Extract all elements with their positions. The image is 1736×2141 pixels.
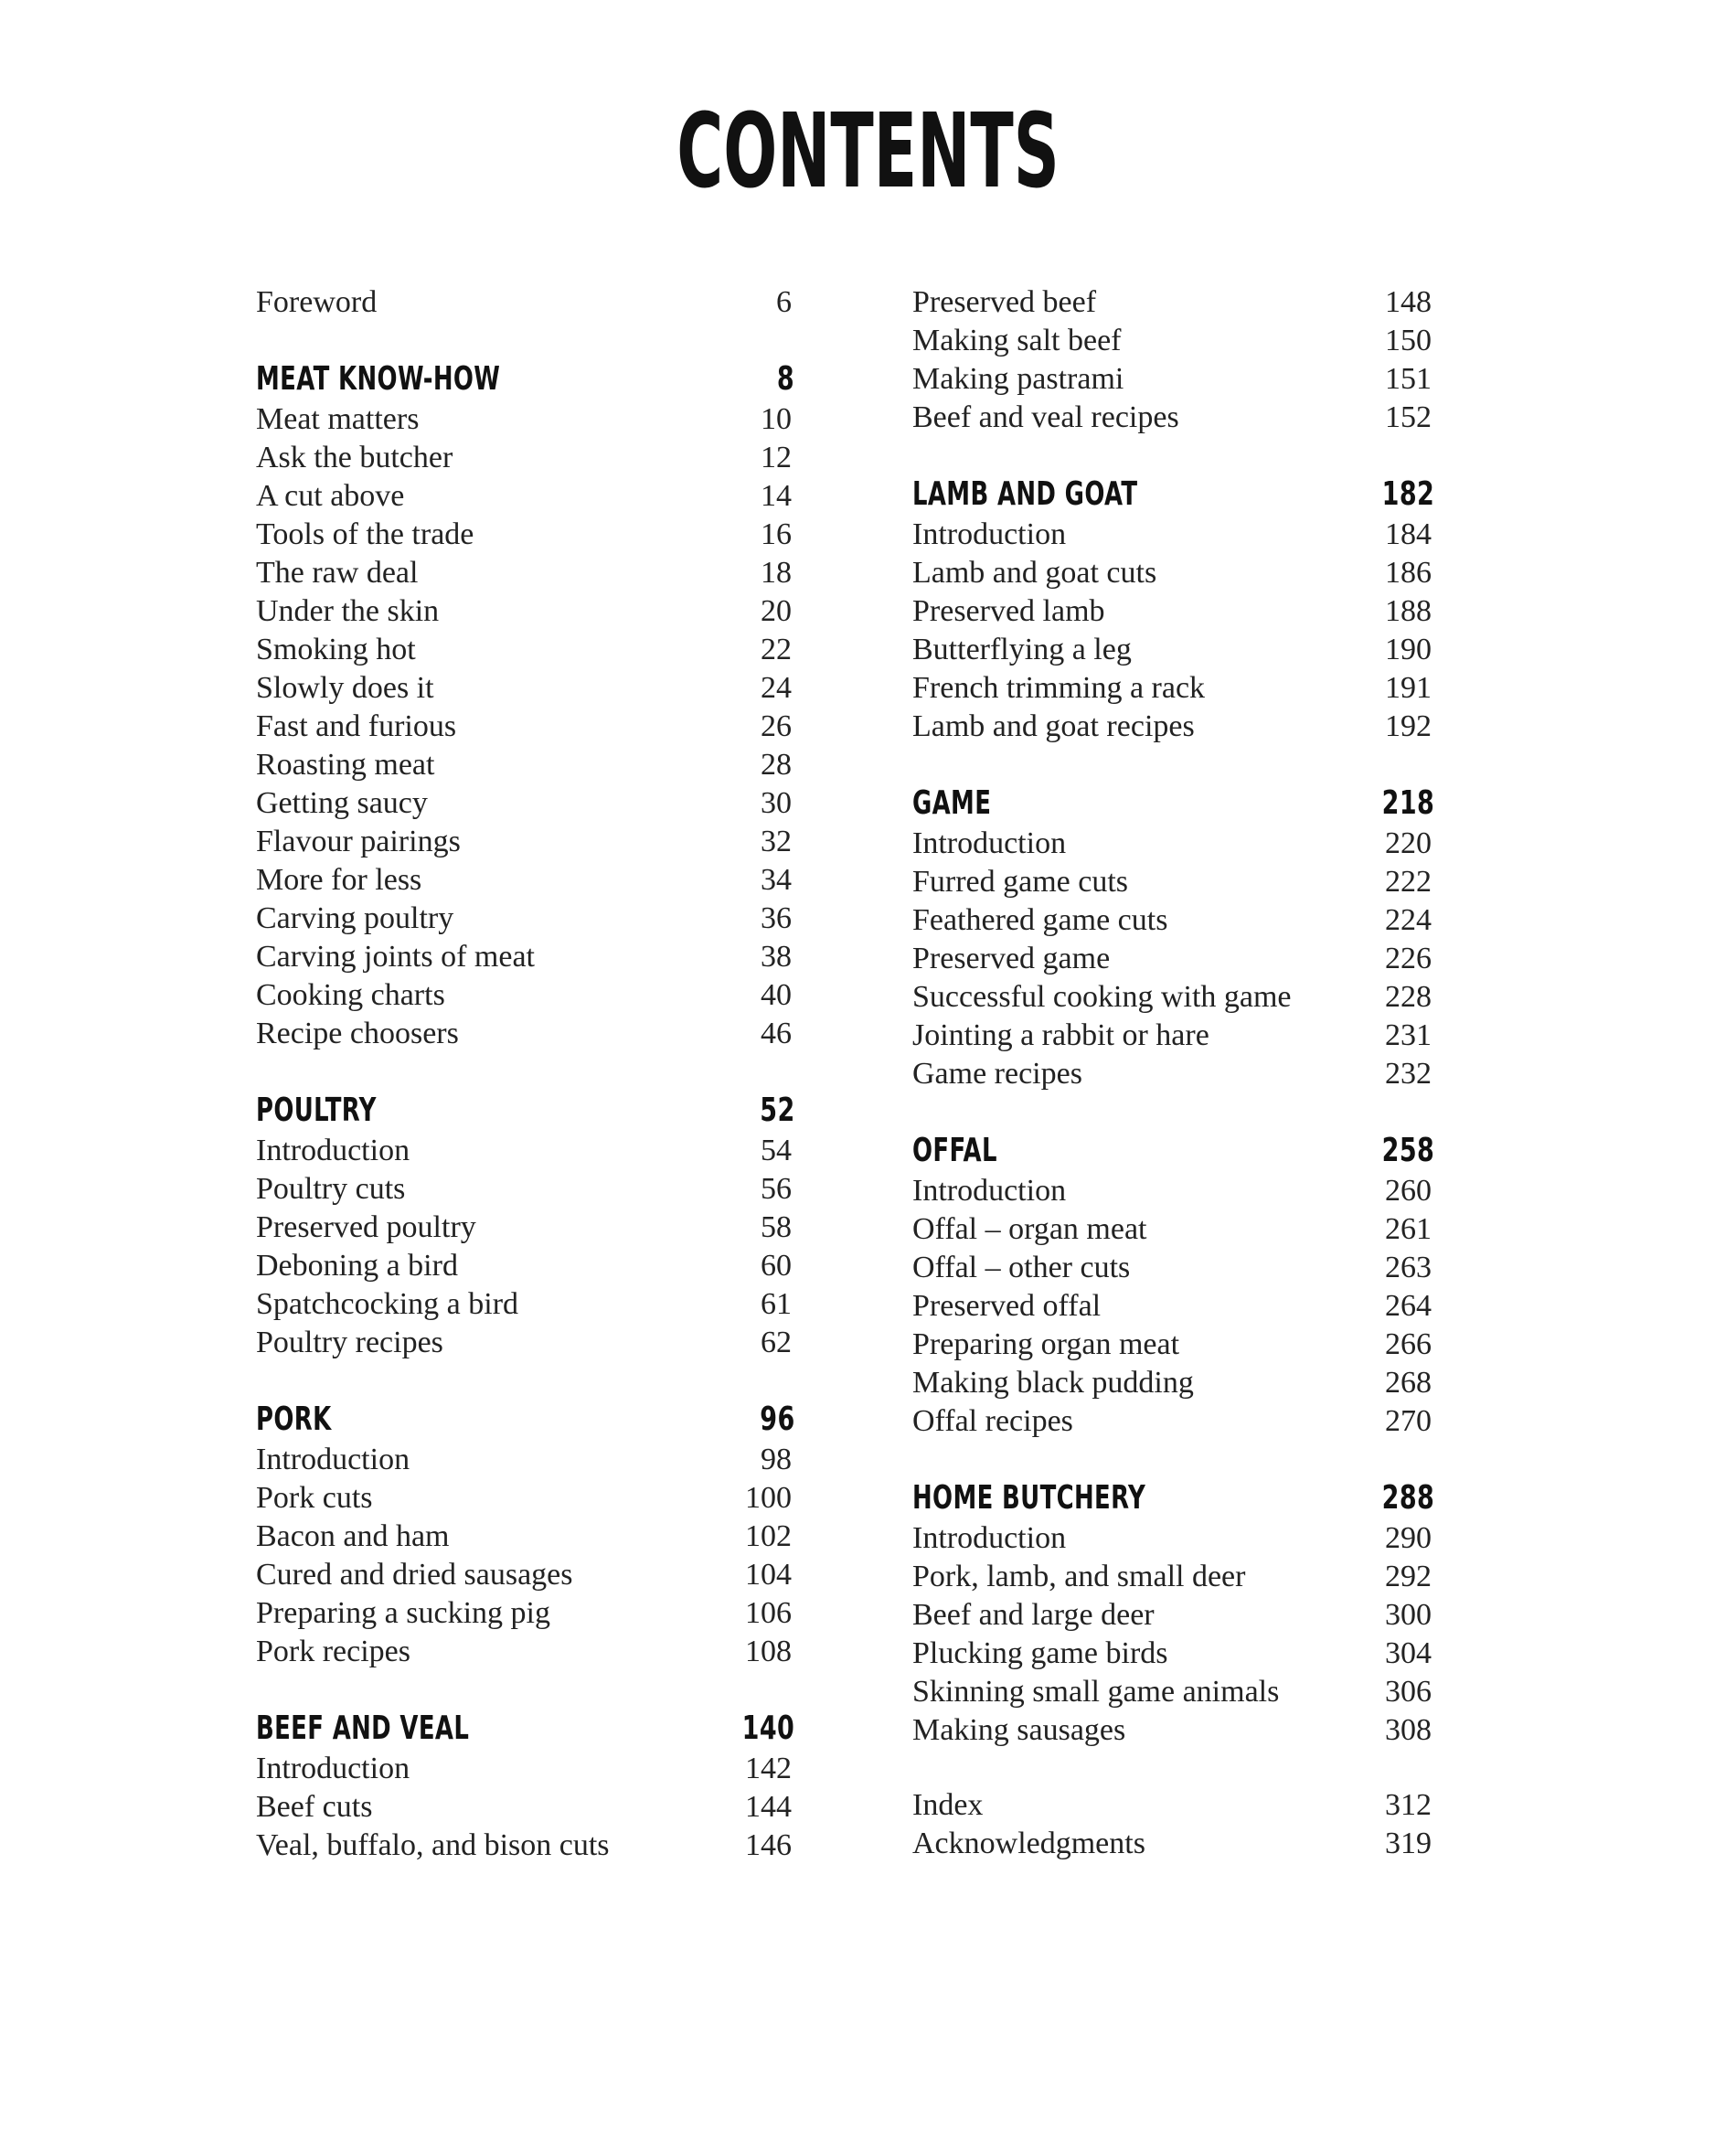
toc-entry-page: 36 [761,901,792,935]
toc-entry [912,1326,1444,1364]
section-heading-page: 52 [760,1092,795,1129]
toc-entry [256,746,804,784]
toc-entry-page: 34 [761,863,792,897]
toc-entry [256,669,804,708]
toc-entry-page: 184 [1385,517,1432,551]
toc-entry-page: 100 [745,1481,792,1515]
toc-section [912,783,1444,1093]
toc-entry-label: Getting saucy [256,786,428,820]
toc-entry-page: 142 [745,1752,792,1785]
toc-entry-label: Preparing a sucking pig [256,1596,550,1630]
toc-entry [912,1825,1444,1863]
toc-entry-page: 30 [761,786,792,820]
toc-entry-page: 152 [1385,400,1432,434]
section-heading-label: GAME [912,784,992,822]
toc-entry-label: Offal – organ meat [912,1212,1147,1246]
page-title: CONTENTS [676,92,1060,211]
toc-entry-page: 12 [761,441,792,474]
toc-entry-page: 231 [1385,1018,1432,1052]
toc-entry [256,708,804,746]
toc-entry-page: 54 [761,1134,792,1167]
section-heading [912,783,1444,825]
toc-entry-page: 290 [1385,1521,1432,1555]
toc-entry [256,938,804,976]
toc-entry-page: 104 [745,1558,792,1592]
toc-entry [912,399,1444,437]
toc-section [912,1130,1444,1441]
toc-entry-page: 220 [1385,826,1432,860]
toc-entry-page: 304 [1385,1636,1432,1670]
section-heading-page: 140 [742,1710,795,1747]
toc-entry [912,1519,1444,1558]
toc-entry [256,1518,804,1556]
section-heading [256,1708,804,1750]
toc-entry-label: Lamb and goat cuts [912,556,1157,590]
toc-entry-label: Game recipes [912,1057,1082,1091]
toc-entry-label: Skinning small game animals [912,1675,1280,1709]
toc-entry-page: 224 [1385,903,1432,937]
toc-entry-label: Making salt beef [912,324,1122,357]
toc-entry-page: 312 [1385,1788,1432,1822]
toc-entry-page: 24 [761,671,792,705]
toc-entry-page: 40 [761,978,792,1012]
toc-entry-label: Preserved game [912,942,1111,975]
toc-entry-page: 28 [761,748,792,782]
toc-entry [912,1287,1444,1326]
toc-entry-label: Successful cooking with game [912,980,1292,1014]
toc-entry-page: 188 [1385,594,1432,628]
toc-entry-label: Pork cuts [256,1481,373,1515]
toc-right-column [912,283,1444,1900]
toc-entry-label: Introduction [256,1134,410,1167]
toc-entry-label: Meat matters [256,402,420,436]
toc-entry-label: Bacon and ham [256,1519,450,1553]
toc-entry-label: Tools of the trade [256,517,474,551]
toc-entry-page: 226 [1385,942,1432,975]
toc-entry [912,1249,1444,1287]
toc-entry [256,283,804,322]
toc-entry-page: 186 [1385,556,1432,590]
toc-entry [256,1479,804,1518]
toc-entry-label: Foreword [256,285,378,319]
toc-entry-page: 61 [761,1287,792,1321]
toc-entry-page: 270 [1385,1404,1432,1438]
toc-entry-label: Plucking game birds [912,1636,1168,1670]
section-heading [912,1130,1444,1172]
toc-entry-label: Spatchcocking a bird [256,1287,519,1321]
toc-entry-label: Making sausages [912,1713,1126,1747]
section-heading [912,1477,1444,1519]
toc-section [256,1708,804,1865]
toc-entry-page: 266 [1385,1327,1432,1361]
toc-entry-page: 264 [1385,1289,1432,1323]
toc-entry [912,1055,1444,1093]
toc-entry [256,1285,804,1324]
toc-entry-page: 106 [745,1596,792,1630]
toc-entry-label: Ask the butcher [256,441,453,474]
toc-entry-page: 232 [1385,1057,1432,1091]
toc-entry-page: 18 [761,556,792,590]
section-heading-page: 288 [1382,1479,1435,1517]
toc-entry [912,978,1444,1017]
toc-entry [912,1210,1444,1249]
toc-entry [256,823,804,861]
toc-entry-label: Preparing organ meat [912,1327,1180,1361]
toc-entry-label: Carving poultry [256,901,454,935]
toc-entry-label: Introduction [912,1174,1067,1208]
toc-entry-label: Jointing a rabbit or hare [912,1018,1209,1052]
toc-entry [256,976,804,1015]
toc-entry-page: 148 [1385,285,1432,319]
toc-section [256,283,804,322]
toc-entry-page: 146 [745,1828,792,1862]
toc-entry [256,1209,804,1247]
toc-entry-page: 102 [745,1519,792,1553]
section-heading [256,1399,804,1441]
toc-entry-label: Lamb and goat recipes [912,709,1195,743]
toc-entry-label: Preserved offal [912,1289,1102,1323]
toc-entry [912,1402,1444,1441]
section-heading-label: BEEF AND VEAL [256,1710,470,1747]
toc-entry-page: 38 [761,940,792,974]
toc-entry-label: Beef and veal recipes [912,400,1179,434]
section-heading-page: 8 [777,360,795,398]
toc-entry [912,631,1444,669]
toc-entry-label: A cut above [256,479,405,513]
toc-entry-label: Veal, buffalo, and bison cuts [256,1828,610,1862]
toc-entry-page: 300 [1385,1598,1432,1632]
toc-entry-label: The raw deal [256,556,419,590]
toc-entry-label: More for less [256,863,422,897]
toc-entry-page: 150 [1385,324,1432,357]
toc-entry-label: Introduction [912,826,1067,860]
toc-entry [256,592,804,631]
toc-entry [256,1788,804,1827]
section-heading [256,1090,804,1132]
section-heading-page: 218 [1382,784,1435,822]
toc-entry [256,1247,804,1285]
toc-entry [912,708,1444,746]
toc-entry-page: 20 [761,594,792,628]
toc-entry-label: Beef cuts [256,1790,373,1824]
toc-entry-page: 306 [1385,1675,1432,1709]
toc-section [256,358,804,1053]
toc-entry-label: Fast and furious [256,709,457,743]
toc-entry-label: Preserved lamb [912,594,1105,628]
toc-entry [256,477,804,516]
toc-entry-page: 292 [1385,1560,1432,1593]
toc-entry-page: 10 [761,402,792,436]
toc-section [912,1477,1444,1750]
toc-entry-page: 58 [761,1210,792,1244]
toc-section [256,1399,804,1671]
toc-entry [912,1558,1444,1596]
section-heading-page: 182 [1382,475,1435,513]
toc-entry-label: French trimming a rack [912,671,1206,705]
toc-entry [256,1594,804,1633]
toc-entry-label: Recipe choosers [256,1017,459,1050]
toc-entry-label: Preserved beef [912,285,1097,319]
toc-entry-label: Introduction [912,1521,1067,1555]
toc-entry-label: Butterflying a leg [912,633,1132,666]
toc-entry-page: 308 [1385,1713,1432,1747]
toc-entry-page: 56 [761,1172,792,1206]
toc-entry [912,516,1444,554]
toc-section [912,474,1444,746]
toc-entry-page: 190 [1385,633,1432,666]
toc-section [256,1090,804,1362]
toc-entry [912,1673,1444,1711]
toc-entry-label: Deboning a bird [256,1249,458,1283]
toc-entry-label: Making pastrami [912,362,1124,396]
toc-entry [256,784,804,823]
section-heading-page: 258 [1382,1132,1435,1169]
toc-entry [912,360,1444,399]
toc-entry [912,1172,1444,1210]
toc-entry-page: 151 [1385,362,1432,396]
section-heading [912,474,1444,516]
section-heading-label: POULTRY [256,1092,377,1129]
toc-entry-page: 6 [776,285,792,319]
toc-entry [256,1170,804,1209]
toc-entry-label: Cured and dried sausages [256,1558,573,1592]
toc-entry [912,1786,1444,1825]
toc-entry [912,940,1444,978]
toc-entry-label: Slowly does it [256,671,434,705]
toc-entry [912,1364,1444,1402]
toc-entry-label: Preserved poultry [256,1210,476,1244]
toc-entry-label: Making black pudding [912,1366,1194,1400]
toc-entry [256,631,804,669]
toc-entry [256,1441,804,1479]
toc-entry [256,554,804,592]
toc-entry-page: 22 [761,633,792,666]
toc-entry-page: 144 [745,1790,792,1824]
toc-entry [256,1633,804,1671]
toc-entry-label: Introduction [912,517,1067,551]
toc-entry [912,863,1444,901]
toc-entry [912,669,1444,708]
toc-entry-page: 192 [1385,709,1432,743]
section-heading-label: PORK [256,1401,332,1438]
toc-entry [912,283,1444,322]
toc-entry-page: 260 [1385,1174,1432,1208]
toc-entry-label: Flavour pairings [256,825,461,858]
toc-entry-page: 98 [761,1443,792,1476]
toc-entry [912,901,1444,940]
section-heading-label: OFFAL [912,1132,997,1169]
toc-entry-label: Poultry cuts [256,1172,406,1206]
toc-entry-page: 16 [761,517,792,551]
section-heading-page: 96 [760,1401,795,1438]
toc-entry-page: 319 [1385,1827,1432,1860]
toc-entry-page: 263 [1385,1251,1432,1284]
toc-entry [912,554,1444,592]
toc-entry-label: Smoking hot [256,633,416,666]
toc-entry-page: 268 [1385,1366,1432,1400]
toc-entry [256,1556,804,1594]
toc-entry [256,1015,804,1053]
toc-entry-page: 108 [745,1635,792,1668]
toc-entry-page: 14 [761,479,792,513]
toc-entry [256,1324,804,1362]
toc-entry-page: 261 [1385,1212,1432,1246]
toc-entry [256,400,804,439]
toc-entry [256,1750,804,1788]
toc-section [912,283,1444,437]
toc-entry-label: Carving joints of meat [256,940,536,974]
toc-entry [912,1017,1444,1055]
toc-entry-label: Poultry recipes [256,1326,443,1359]
toc-entry-label: Cooking charts [256,978,445,1012]
toc-entry [256,439,804,477]
section-heading-label: LAMB AND GOAT [912,475,1138,513]
toc-entry-label: Pork, lamb, and small deer [912,1560,1246,1593]
toc-entry [256,1827,804,1865]
toc-entry-label: Feathered game cuts [912,903,1168,937]
toc-entry-label: Pork recipes [256,1635,411,1668]
toc-entry-label: Beef and large deer [912,1598,1155,1632]
toc-entry [912,322,1444,360]
toc-entry-page: 46 [761,1017,792,1050]
toc-entry-label: Introduction [256,1443,410,1476]
toc-entry-page: 32 [761,825,792,858]
toc-entry-page: 60 [761,1249,792,1283]
toc-entry [256,516,804,554]
toc-entry [912,1596,1444,1635]
toc-entry-label: Offal recipes [912,1404,1073,1438]
toc-entry [912,592,1444,631]
toc-entry-label: Index [912,1788,984,1822]
toc-entry-page: 191 [1385,671,1432,705]
toc-entry-page: 26 [761,709,792,743]
section-heading [256,358,804,400]
toc-left-column [256,283,804,1901]
toc-entry-label: Acknowledgments [912,1827,1145,1860]
section-heading-label: MEAT KNOW-HOW [256,360,501,398]
toc-entry [912,825,1444,863]
toc-entry-label: Roasting meat [256,748,435,782]
toc-section [912,1786,1444,1863]
toc-entry-label: Introduction [256,1752,410,1785]
section-heading-label: HOME BUTCHERY [912,1479,1146,1517]
toc-entry-page: 228 [1385,980,1432,1014]
toc-entry-page: 222 [1385,865,1432,899]
toc-entry-label: Furred game cuts [912,865,1129,899]
toc-entry [912,1635,1444,1673]
toc-entry [256,1132,804,1170]
toc-entry-label: Offal – other cuts [912,1251,1131,1284]
toc-entry [256,861,804,900]
toc-entry [912,1711,1444,1750]
toc-entry-page: 62 [761,1326,792,1359]
toc-entry [256,900,804,938]
toc-entry-label: Under the skin [256,594,440,628]
